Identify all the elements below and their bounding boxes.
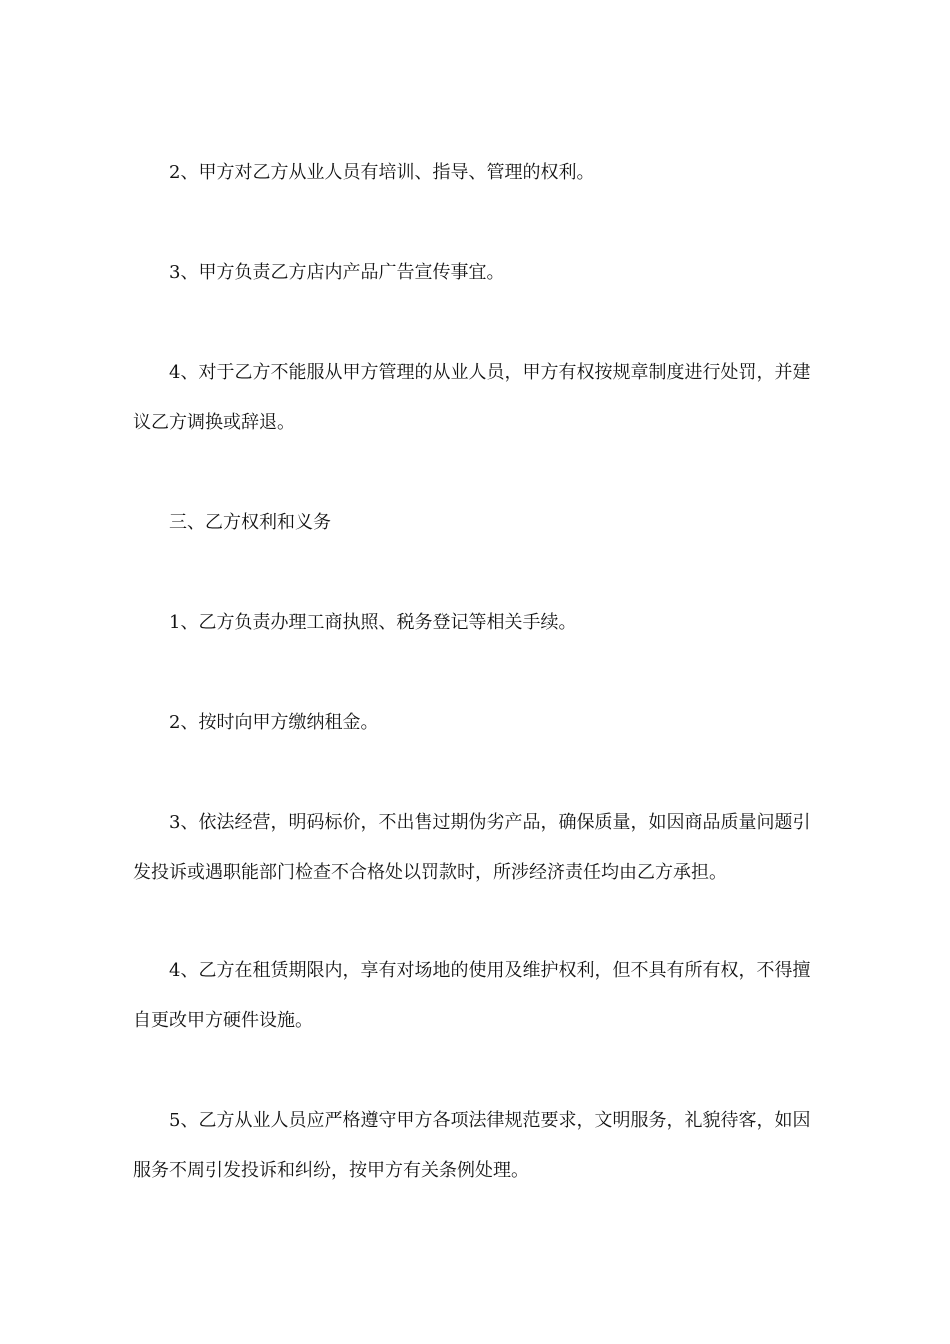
- paragraph-party-a-advertising: 3、甲方负责乙方店内产品广告宣传事宜。: [169, 262, 505, 283]
- paragraph-party-b-licenses: 1、乙方负责办理工商执照、税务登记等相关手续。: [169, 612, 577, 633]
- paragraph-party-b-use-rights: 4、乙方在租赁期限内，享有对场地的使用及维护权利，但不具有所有权，不得擅自更改甲方硬件设施。: [133, 960, 811, 1031]
- paragraph-party-b-staff-conduct: 5、乙方从业人员应严格遵守甲方各项法律规范要求，文明服务，礼貌待客，如因服务不周引发投诉和纠纷，按甲方有关条例处理。: [133, 1110, 811, 1181]
- paragraph-party-b-lawful-operation: 3、依法经营，明码标价，不出售过期伪劣产品，确保质量，如因商品质量问题引发投诉或遇职能部门检查不合格处以罚款时，所涉经济责任均由乙方承担。: [133, 812, 811, 883]
- section-heading-party-b-rights: 三、乙方权利和义务: [169, 512, 331, 533]
- paragraph-party-b-rent: 2、按时向甲方缴纳租金。: [169, 712, 379, 733]
- paragraph-party-a-penalty-right: 4、对于乙方不能服从甲方管理的从业人员，甲方有权按规章制度进行处罚，并建议乙方调换或辞退。: [133, 362, 811, 433]
- paragraph-party-a-training-right: 2、甲方对乙方从业人员有培训、指导、管理的权利。: [169, 162, 595, 183]
